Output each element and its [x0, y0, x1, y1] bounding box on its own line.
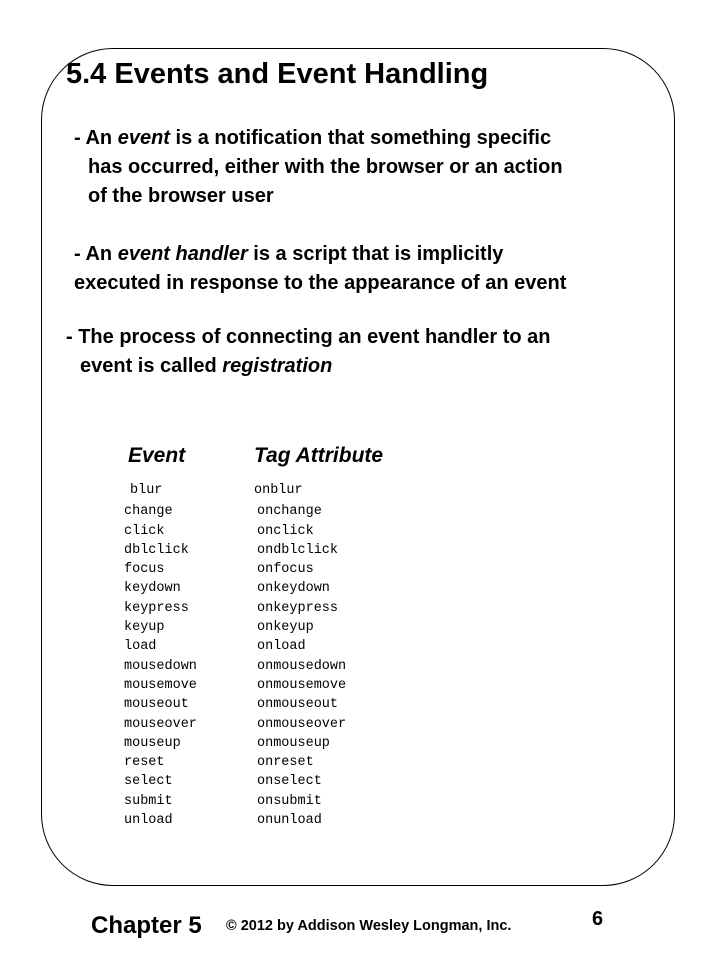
event-name: mouseout: [124, 697, 189, 713]
event-name: select: [124, 774, 173, 790]
bullet-text: - An: [74, 127, 118, 149]
term-registration: registration: [222, 355, 333, 377]
bullet-text: is a script that is implicitly: [247, 243, 504, 265]
bullet-registration: [66, 323, 551, 381]
table-header-attribute: Tag Attribute: [254, 444, 384, 467]
event-name: focus: [124, 562, 165, 578]
bullet-line: has occurred, either with the browser or an action: [88, 156, 563, 178]
event-attribute: onkeyup: [257, 620, 314, 636]
event-name: unload: [124, 813, 173, 829]
footer-chapter: Chapter 5: [91, 912, 202, 939]
bullet-text: is a notification that something specific: [169, 127, 552, 149]
bullet-event-handler-definition: [74, 240, 566, 298]
event-name: keyup: [124, 620, 165, 636]
event-attribute: onblur: [254, 483, 303, 498]
bullet-line: [66, 352, 551, 381]
bullet-line: [74, 240, 566, 269]
term-event: event: [117, 127, 170, 149]
event-attribute: onunload: [257, 813, 322, 829]
event-name: click: [124, 523, 165, 539]
event-name: dblclick: [124, 542, 189, 558]
event-attribute: onsubmit: [257, 793, 322, 809]
event-attribute: onmousemove: [257, 677, 347, 693]
event-name: mouseover: [124, 716, 197, 732]
event-name: change: [124, 504, 173, 520]
event-attribute: onkeypress: [257, 600, 339, 616]
event-attribute: onmousedown: [257, 658, 347, 674]
bullet-line: [74, 124, 563, 153]
event-attribute: onreset: [257, 755, 314, 771]
event-attribute: onchange: [257, 504, 322, 520]
event-attribute: onkeydown: [257, 581, 330, 597]
page-number: 6: [592, 908, 604, 930]
event-name: mousedown: [124, 658, 197, 674]
event-name: mouseup: [124, 735, 181, 751]
term-event-handler: event handler: [117, 243, 248, 265]
event-name: keydown: [124, 581, 181, 597]
footer-copyright: © 2012 by Addison Wesley Longman, Inc.: [226, 918, 512, 934]
bullet-line: executed in response to the appearance of an event: [74, 272, 567, 294]
event-name: load: [124, 639, 157, 655]
event-attribute: onselect: [257, 774, 322, 790]
bullet-text: event is called: [80, 355, 223, 377]
event-name: blur: [130, 483, 163, 498]
event-name: mousemove: [124, 677, 197, 693]
event-attribute: onload: [257, 639, 306, 655]
event-attribute: onfocus: [257, 562, 314, 578]
slide-title: 5.4 Events and Event Handling: [66, 58, 489, 90]
bullet-text: - An: [74, 243, 118, 265]
event-attribute: onmouseover: [257, 716, 347, 732]
event-name: reset: [124, 755, 165, 771]
table-header-event: Event: [128, 444, 186, 467]
event-attribute: onclick: [257, 523, 314, 539]
event-name: keypress: [124, 600, 189, 616]
bullet-event-definition: [74, 124, 563, 211]
event-name: submit: [124, 793, 173, 809]
event-attribute: ondblclick: [257, 542, 339, 558]
event-attribute: onmouseup: [257, 735, 330, 751]
bullet-line: of the browser user: [88, 185, 274, 207]
event-attribute: onmouseout: [257, 697, 339, 713]
bullet-line: - The process of connecting an event handler to an: [66, 326, 551, 348]
